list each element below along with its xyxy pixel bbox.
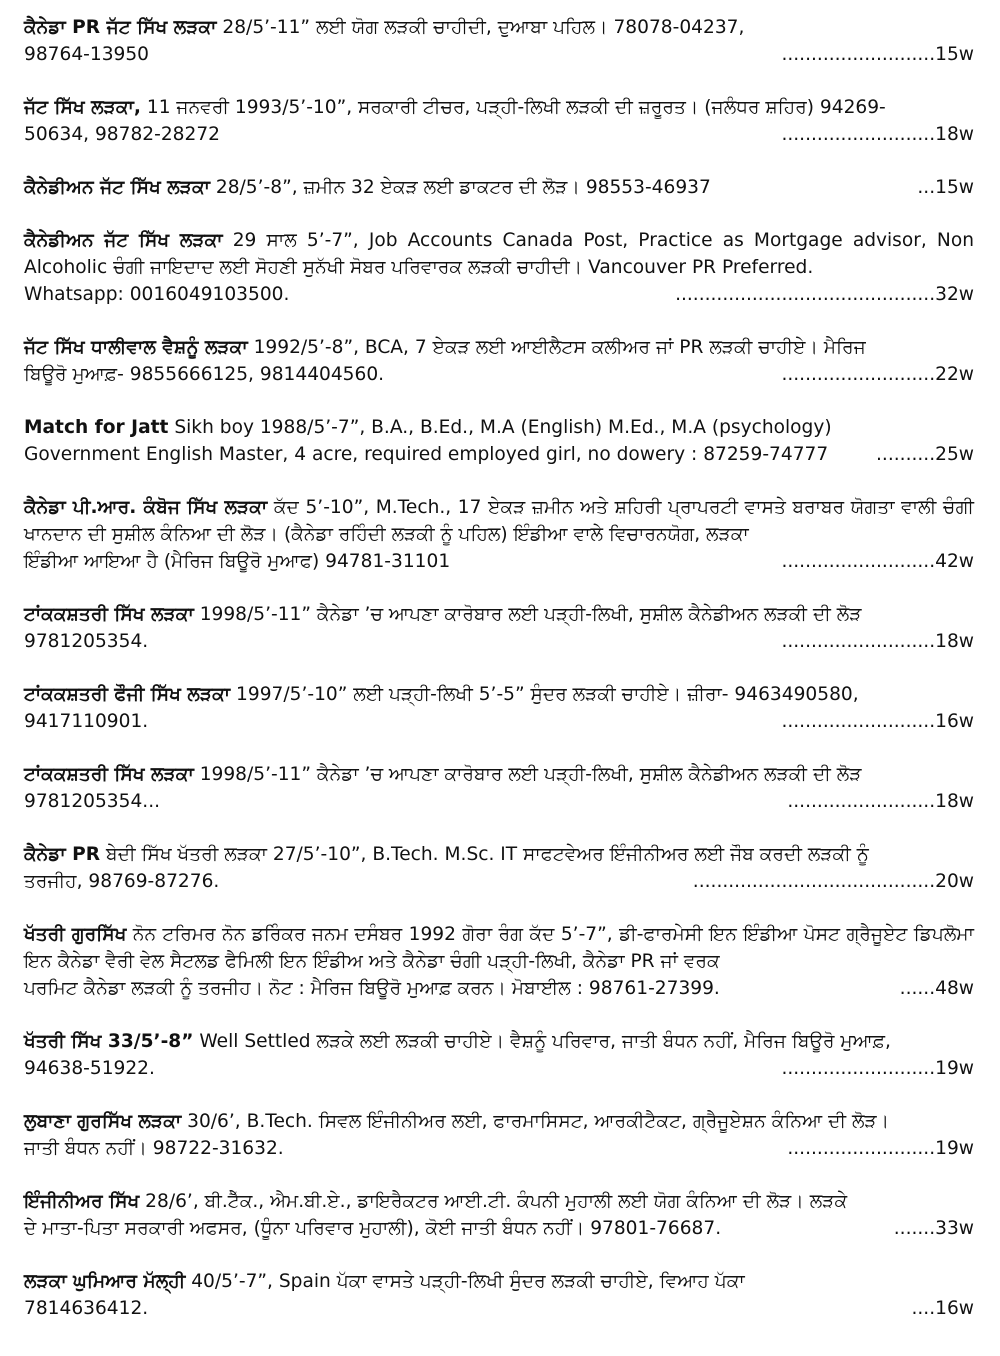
ad-text: 11 ਜਨਵਰੀ 1993/5’-10”, ਸਰਕਾਰੀ ਟੀਚਰ, ਪੜ੍ਹੀ-ਲਿਖੀ ਲੜਕੀ ਦੀ ਜ਼ਰੂਰਤ। (ਜਲੰਧਰ ਸ਼ਹਿਰ) 94269- — [140, 97, 886, 118]
ad-contact: ਇੰਡੀਆ ਆਇਆ ਹੈ (ਮੈਰਿਜ ਬਿਊਰੋ ਮੁਆਫ) 94781-31101 — [24, 551, 451, 572]
ad-entry — [24, 227, 974, 308]
ad-word-count: ............................................32w — [675, 284, 974, 305]
ad-entry — [24, 1108, 974, 1162]
ad-text: Well Settled ਲੜਕੇ ਲਈ ਲੜਕੀ ਚਾਹੀਏ। ਵੈਸ਼ਨੂੰ ਪਰਿਵਾਰ, ਜਾਤੀ ਬੰਧਨ ਨਹੀਂ, ਮੈਰਿਜ ਬਿਊਰੋ ਮੁਆਫ਼, — [193, 1031, 891, 1052]
ad-headline: ਇੰਜੀਨੀਅਰ ਸਿੱਖ — [24, 1191, 140, 1212]
ad-word-count: .........................................20w — [692, 871, 974, 892]
ad-word-count: ..........25w — [876, 444, 974, 465]
ad-headline: ਟਾਂਕਕਸ਼ਤਰੀ ਸਿੱਖ ਲੜਕਾ — [24, 764, 194, 785]
ad-contact: 50634, 98782-28272 — [24, 124, 220, 145]
ad-contact: 9781205354. — [24, 631, 149, 652]
ad-word-count: ...15w — [917, 177, 974, 198]
ad-word-count: ..........................18w — [781, 124, 974, 145]
ad-headline: ਕੈਨੇਡਾ PR ਜੱਟ ਸਿੱਖ ਲੜਕਾ — [24, 17, 217, 38]
ad-headline: ਜੱਟ ਸਿੱਖ ਲੜਕਾ, — [24, 97, 141, 118]
ad-word-count: ..........................22w — [781, 364, 974, 385]
ad-entry — [24, 334, 974, 388]
ad-contact: ਜਾਤੀ ਬੰਧਨ ਨਹੀਂ। 98722-31632. — [24, 1138, 284, 1159]
ad-text: 1992/5’-8”, BCA, 7 ਏਕੜ ਲਈ ਆਈਲੈਟਸ ਕਲੀਅਰ ਜਾਂ PR ਲੜਕੀ ਚਾਹੀਏ। ਮੈਰਿਜ — [247, 337, 866, 358]
ad-word-count: .........................19w — [787, 1138, 974, 1159]
ad-word-count: .......33w — [893, 1218, 974, 1239]
ad-headline: ਖੱਤਰੀ ਸਿੱਖ 33/5’-8” — [24, 1031, 194, 1052]
ad-text: 1997/5’-10” ਲਈ ਪੜ੍ਹੀ-ਲਿਖੀ 5’-5” ਸੁੰਦਰ ਲੜਕੀ ਚਾਹੀਏ। ਜ਼ੀਰਾ- 9463490580, — [230, 684, 859, 705]
ad-entry — [24, 921, 974, 1002]
ad-headline: ਕੈਨੇਡਾ PR — [24, 844, 101, 865]
ad-text: ਨੋਨ ਟਰਿਮਰ ਨੋਨ ਡਰਿੰਕਰ ਜਨਮ ਦਸੰਬਰ 1992 ਗੋਰਾ ਰੰਗ ਕੱਦ 5’-7”, ਡੀ-ਫਾਰਮੇਸੀ ਇਨ ਇੰਡੀਆ ਪੋਸਟ ਗ੍ਰੈਜੂਏਟ ਡਿਪਲੋਮਾ ਇਨ ਕੈਨੇਡਾ ਵੈਰੀ ਵੇਲ ਸੈਟਲਡ ਫੈਮਿਲੀ ਇਨ ਇੰਡੀਅ ਅਤੇ ਕੈਨੇਡਾ ਚੰਗੀ ਪੜ੍ਹੀ-ਲਿਖੀ, ਕੈਨੇਡਾ PR ਜਾਂ ਵਰਕ — [24, 924, 974, 972]
ad-text: ਬੇਦੀ ਸਿੱਖ ਖੱਤਰੀ ਲੜਕਾ 27/5’-10”, B.Tech. M.Sc. IT ਸਾਫਟਵੇਅਰ ਇੰਜੀਨੀਅਰ ਲਈ ਜੌਬ ਕਰਦੀ ਲੜਕੀ ਨੂੰ — [100, 844, 869, 865]
ad-contact: 7814636412. — [24, 1298, 149, 1319]
ad-entry — [24, 1028, 974, 1082]
ad-word-count: ..........................42w — [781, 551, 974, 572]
ad-entry — [24, 1268, 974, 1322]
ad-contact: 9417110901. — [24, 711, 149, 732]
ad-entry — [24, 414, 974, 468]
ad-entry — [24, 761, 974, 815]
ad-word-count: ..........................15w — [781, 44, 974, 65]
ad-contact: Government English Master, 4 acre, required employed girl, no dowery : 87259-74777 — [24, 444, 829, 465]
ad-contact: ਤਰਜੀਹ, 98769-87276. — [24, 871, 220, 892]
ad-headline: ਟਾਂਕਕਸ਼ਤਰੀ ਫੌਜੀ ਸਿੱਖ ਲੜਕਾ — [24, 684, 231, 705]
ad-contact: Whatsapp: 0016049103500. — [24, 284, 290, 305]
ad-word-count: ......48w — [899, 978, 974, 999]
ad-contact: 94638-51922. — [24, 1058, 155, 1079]
ad-contact: ਦੇ ਮਾਤਾ-ਪਿਤਾ ਸਰਕਾਰੀ ਅਫਸਰ, (ਧੂੰਨਾ ਪਰਿਵਾਰ ਮੁਹਾਲੀ), ਕੋਈ ਜਾਤੀ ਬੰਧਨ ਨਹੀਂ। 97801-76687. — [24, 1218, 722, 1239]
ad-contact: 98764-13950 — [24, 44, 150, 65]
ad-headline: ਲੁਬਾਣਾ ਗੁਰਸਿੱਖ ਲੜਕਾ — [24, 1111, 182, 1132]
ad-word-count: ..........................18w — [781, 631, 974, 652]
ad-word-count: ..........................19w — [781, 1058, 974, 1079]
ad-entry — [24, 601, 974, 655]
ad-headline: ਕੈਨੇਡੀਅਨ ਜੱਟ ਸਿੱਖ ਲੜਕਾ — [24, 230, 223, 251]
ad-headline: ਕੈਨੇਡੀਅਨ ਜੱਟ ਸਿੱਖ ਲੜਕਾ — [24, 177, 210, 198]
ad-text: 29 ਸਾਲ 5’-7”, Job Accounts Canada Post, Practice as Mortgage advisor, Non Alcoholic ਚੰਗੀ ਜਾਇਦਾਦ ਲਈ ਸੋਹਣੀ ਸੁਨੱਖੀ ਸੋਬਰ ਪਰਿਵਾਰਕ ਲੜਕੀ ਚਾਹੀਦੀ। Vancouver PR Preferred. — [24, 230, 974, 278]
ad-word-count: ..........................16w — [781, 711, 974, 732]
ad-headline: ਜੱਟ ਸਿੱਖ ਧਾਲੀਵਾਲ ਵੈਸ਼ਨੂੰ ਲੜਕਾ — [24, 337, 248, 358]
ad-text: 1998/5’-11” ਕੈਨੇਡਾ ’ਚ ਆਪਣਾ ਕਾਰੋਬਾਰ ਲਈ ਪੜ੍ਹੀ-ਲਿਖੀ, ਸੁਸ਼ੀਲ ਕੈਨੇਡੀਅਨ ਲੜਕੀ ਦੀ ਲੋੜ — [193, 764, 862, 785]
ad-text: 30/6’, B.Tech. ਸਿਵਲ ਇੰਜੀਨੀਅਰ ਲਈ, ਫਾਰਮਾਸਿਸਟ, ਆਰਕੀਟੈਕਟ, ਗ੍ਰੈਜੂਏਸ਼ਨ ਕੰਨਿਆ ਦੀ ਲੋੜ। — [181, 1111, 890, 1132]
ad-text: Sikh boy 1988/5’-7”, B.A., B.Ed., M.A (English) M.Ed., M.A (psychology) — [168, 417, 832, 438]
ad-contact: 9781205354... — [24, 791, 161, 812]
ad-entry — [24, 174, 974, 201]
ad-entry — [24, 681, 974, 735]
ad-headline: ਕੈਨੇਡਾ ਪੀ.ਆਰ. ਕੰਬੋਜ ਸਿੱਖ ਲੜਕਾ — [24, 497, 268, 518]
ad-entry — [24, 494, 974, 575]
ad-text: 40/5’-7”, Spain ਪੱਕਾ ਵਾਸਤੇ ਪੜ੍ਹੀ-ਲਿਖੀ ਸੁੰਦਰ ਲੜਕੀ ਚਾਹੀਏ, ਵਿਆਹ ਪੱਕਾ — [185, 1271, 745, 1292]
ad-text: 28/6’, ਬੀ.ਟੈੱਕ., ਐਮ.ਬੀ.ਏ., ਡਾਇਰੈਕਟਰ ਆਈ.ਟੀ. ਕੰਪਨੀ ਮੁਹਾਲੀ ਲਈ ਯੋਗ ਕੰਨਿਆ ਦੀ ਲੋੜ। ਲੜਕੇ — [139, 1191, 848, 1212]
ad-text: 28/5’-11” ਲਈ ਯੋਗ ਲੜਕੀ ਚਾਹੀਦੀ, ਦੁਆਬਾ ਪਹਿਲ। 78078-04237, — [216, 17, 745, 38]
ad-entry — [24, 1188, 974, 1242]
ad-word-count: .........................18w — [787, 791, 974, 812]
ad-contact: 28/5’-8”, ਜ਼ਮੀਨ 32 ਏਕੜ ਲਈ ਡਾਕਟਰ ਦੀ ਲੋੜ। 98553-46937 — [209, 177, 711, 198]
ad-entry — [24, 14, 974, 68]
ad-text: ਕੱਦ 5’-10”, M.Tech., 17 ਏਕੜ ਜ਼ਮੀਨ ਅਤੇ ਸ਼ਹਿਰੀ ਪ੍ਰਾਪਰਟੀ ਵਾਸਤੇ ਬਰਾਬਰ ਯੋਗਤਾ ਵਾਲੀ ਚੰਗੀ ਖਾਨਦਾਨ ਦੀ ਸੁਸ਼ੀਲ ਕੰਨਿਆ ਦੀ ਲੋੜ। (ਕੈਨੇਡਾ ਰਹਿੰਦੀ ਲੜਕੀ ਨੂੰ ਪਹਿਲ) ਇੰਡੀਆ ਵਾਲੇ ਵਿਚਾਰਨਯੋਗ, ਲੜਕਾ — [24, 497, 974, 545]
ad-headline: ਟਾਂਕਕਸ਼ਤਰੀ ਸਿੱਖ ਲੜਕਾ — [24, 604, 194, 625]
ad-headline: ਖੱਤਰੀ ਗੁਰਸਿੱਖ — [24, 924, 127, 945]
ad-headline: Match for Jatt — [24, 417, 169, 438]
ad-headline: ਲੜਕਾ ਘੁਮਿਆਰ ਮੱਲ੍ਹੀ — [24, 1271, 186, 1292]
ad-contact: ਬਿਊਰੋ ਮੁਆਫ਼- 9855666125, 9814404560. — [24, 364, 385, 385]
ad-contact: ਪਰਮਿਟ ਕੈਨੇਡਾ ਲੜਕੀ ਨੂੰ ਤਰਜੀਹ। ਨੋਟ : ਮੈਰਿਜ ਬਿਊਰੋ ਮੁਆਫ਼ ਕਰਨ। ਮੋਬਾਈਲ : 98761-27399. — [24, 978, 720, 999]
ad-text: 1998/5’-11” ਕੈਨੇਡਾ ’ਚ ਆਪਣਾ ਕਾਰੋਬਾਰ ਲਈ ਪੜ੍ਹੀ-ਲਿਖੀ, ਸੁਸ਼ੀਲ ਕੈਨੇਡੀਅਨ ਲੜਕੀ ਦੀ ਲੋੜ — [193, 604, 862, 625]
ad-entry — [24, 94, 974, 148]
ad-entry — [24, 841, 974, 895]
ad-word-count: ....16w — [911, 1298, 974, 1319]
